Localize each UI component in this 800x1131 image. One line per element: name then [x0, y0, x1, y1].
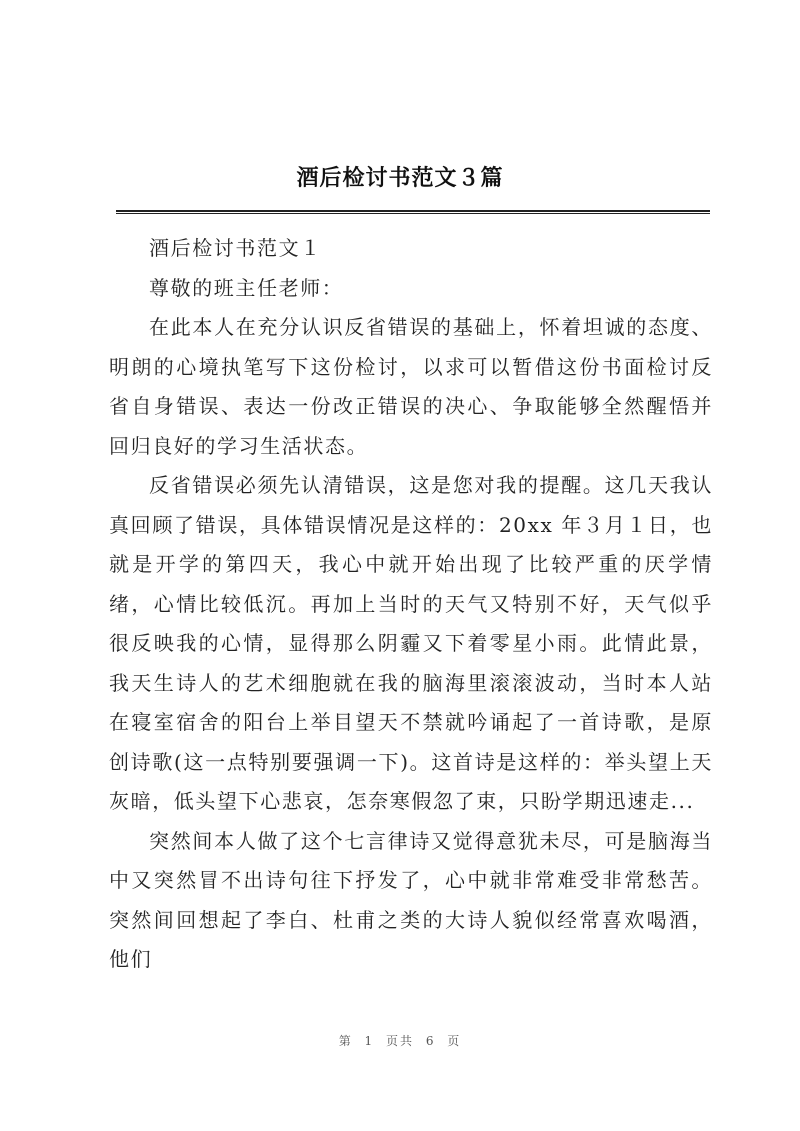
document-title: 酒后检讨书范文３篇 — [296, 165, 504, 191]
body-paragraph: 在此本人在充分认识反省错误的基础上，怀着坦诚的态度、明朗的心境执笔写下这份检讨，以求可以暂借这份书面检讨反省自身错误、表达一份改正错误的决心、争取能够全然醒悟并回归良好的学习生活状态。 — [109, 315, 713, 458]
body-paragraph: 突然间本人做了这个七言律诗又觉得意犹未尽，可是脑海当中又突然冒不出诗句往下抒发了，心中就非常难受非常愁苦。突然间回想起了李白、杜甫之类的大诗人貌似经常喜欢喝酒，他们 — [109, 828, 713, 971]
document-body — [109, 229, 713, 980]
salutation: 尊敬的班主任老师： — [149, 275, 344, 300]
title-divider — [116, 210, 710, 214]
section-heading: 酒后检讨书范文１ — [149, 236, 322, 260]
page-footer: 第 1 页共 6 页 — [338, 1034, 462, 1048]
body-paragraph: 反省错误必须先认清错误，这是您对我的提醒。这几天我认真回顾了错误，具体错误情况是这样的：20xx 年３月１日，也就是开学的第四天，我心中就开始出现了比较严重的厌学情绪，心情比较低沉。再加上当时的天气又特别不好，天气似乎很反映我的心情，显得那么阴霾又下着零星小雨。此情此景，我天生诗人的艺术细胞就在我的脑海里滚滚波动，当时本人站在寝室宿舍的阳台上举目望天不禁就吟诵起了一首诗歌，是原创诗歌(这一点特别要强调一下)。这首诗是这样的：举头望上天灰暗，低头望下心悲哀，怎奈寒假忽了束，只盼学期迅速走... — [109, 473, 713, 813]
